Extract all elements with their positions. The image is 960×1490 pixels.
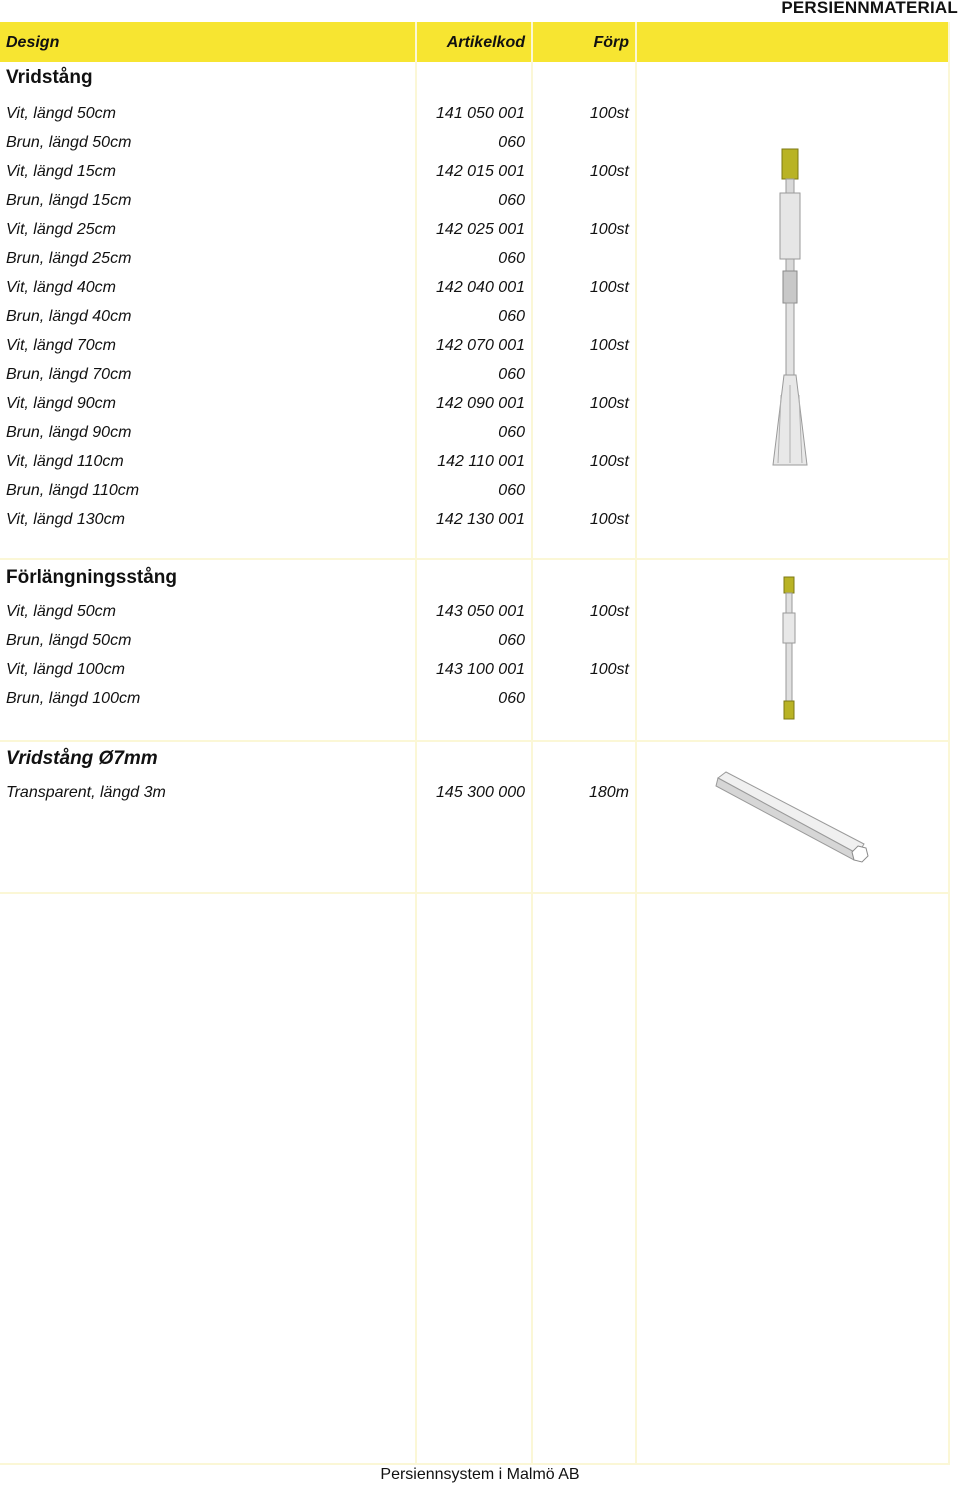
page-title: PERSIENNMATERIAL [781,0,958,17]
section-title: Vridstång [6,67,93,88]
design-cell: Brun, längd 90cm [6,424,132,441]
header-forp: Förp [533,22,635,62]
table-row [0,476,640,505]
design-cell: Vit, längd 110cm [6,453,124,470]
design-cell: Brun, längd 15cm [6,192,132,209]
section-title: Vridstång Ø7mm [6,748,158,769]
section-forlangningsstang [0,560,640,740]
design-cell: Brun, längd 40cm [6,308,132,325]
article-code-cell: 060 [498,366,525,383]
design-cell: Brun, längd 100cm [6,690,141,707]
article-code-cell: 060 [498,424,525,441]
grid-line [0,1463,950,1465]
pack-cell: 100st [589,279,629,296]
table-row [0,244,640,273]
header-image-col [637,22,950,62]
pack-cell: 100st [589,661,629,678]
design-cell: Vit, längd 15cm [6,163,116,180]
table-row [0,215,640,244]
pack-cell: 100st [589,337,629,354]
article-code-cell: 060 [498,134,525,151]
table-row [0,418,640,447]
pack-cell: 180m [588,784,629,801]
design-cell: Vit, längd 40cm [6,279,116,296]
hex-rod-image [712,768,872,864]
article-code-cell: 060 [498,482,525,499]
pack-cell: 100st [589,105,629,122]
design-cell: Vit, längd 90cm [6,395,116,412]
article-code-cell: 141 050 001 [436,105,525,122]
design-cell: Vit, längd 50cm [6,105,116,122]
footer: Persiennsystem i Malmö AB [380,1466,580,1483]
pack-cell: 100st [589,163,629,180]
table-row [0,778,640,807]
design-cell: Vit, längd 100cm [6,661,125,678]
article-code-cell: 060 [498,192,525,209]
article-code-cell: 142 040 001 [436,279,525,296]
table-row [0,505,640,534]
table-row [0,597,640,626]
grid-line [948,22,950,1465]
pack-cell: 100st [589,511,629,528]
tilt-rod-image [765,145,815,475]
article-code-cell: 060 [498,632,525,649]
pack-cell: 100st [589,395,629,412]
table-row [0,684,640,713]
article-code-cell: 060 [498,690,525,707]
table-row [0,273,640,302]
article-code-cell: 142 070 001 [436,337,525,354]
table-row [0,655,640,684]
table-row [0,626,640,655]
design-cell: Brun, längd 50cm [6,632,132,649]
section-vridstang-7mm [0,742,640,892]
pack-cell: 100st [589,453,629,470]
article-code-cell: 142 090 001 [436,395,525,412]
design-cell: Vit, längd 25cm [6,221,116,238]
article-code-cell: 145 300 000 [436,784,525,801]
design-cell: Brun, längd 110cm [6,482,140,499]
pack-cell: 100st [589,221,629,238]
article-code-cell: 142 015 001 [436,163,525,180]
header-design: Design [0,22,415,62]
section-vridstang [0,62,640,558]
pack-cell: 100st [589,603,629,620]
table-row [0,302,640,331]
design-cell: Brun, längd 25cm [6,250,132,267]
table-header [0,22,950,62]
design-cell: Transparent, längd 3m [6,784,166,801]
section-title: Förlängningsstång [6,567,177,588]
design-cell: Vit, längd 50cm [6,603,116,620]
article-code-cell: 142 130 001 [436,511,525,528]
article-code-cell: 142 025 001 [436,221,525,238]
article-code-cell: 143 100 001 [436,661,525,678]
article-code-cell: 142 110 001 [437,453,525,470]
table-row [0,331,640,360]
header-artikelkod: Artikelkod [417,22,531,62]
article-code-cell: 143 050 001 [436,603,525,620]
design-cell: Brun, längd 50cm [6,134,132,151]
design-cell: Vit, längd 130cm [6,511,125,528]
table-row [0,128,640,157]
table-row [0,389,640,418]
article-code-cell: 060 [498,308,525,325]
table-row [0,360,640,389]
article-code-cell: 060 [498,250,525,267]
table-row [0,157,640,186]
design-cell: Vit, längd 70cm [6,337,116,354]
extension-rod-image [778,575,800,725]
table-row [0,186,640,215]
grid-line [0,892,950,894]
design-cell: Brun, längd 70cm [6,366,132,383]
table-row [0,447,640,476]
table-row [0,99,640,128]
